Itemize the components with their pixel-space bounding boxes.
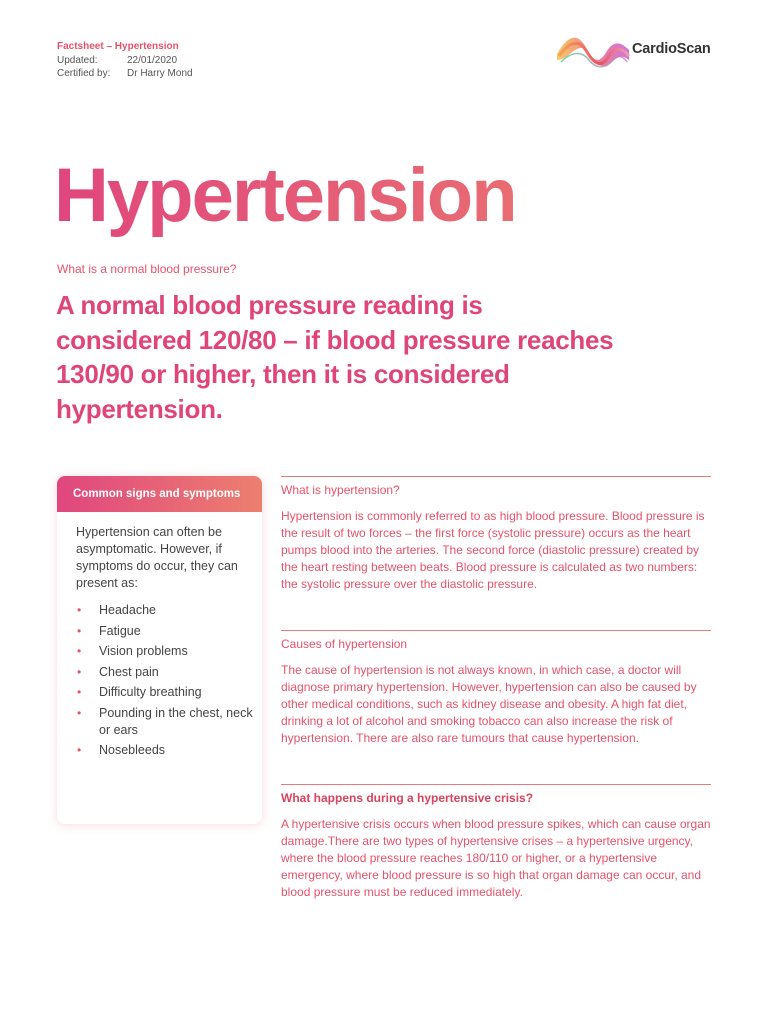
bullet-icon: • [77,664,82,679]
symptoms-list [57,602,262,759]
bullet-icon: • [77,705,82,720]
list-item: • Headache [77,603,156,617]
cardioscan-wave-icon [555,26,635,76]
section-causes [281,630,711,747]
section-heading: Causes of hypertension [281,637,408,651]
list-item: • Nosebleeds [77,743,166,757]
list-item: • Difficulty breathing [77,685,202,699]
updated-label: Updated: [57,54,98,66]
bullet-icon: • [77,603,82,617]
updated-row [57,54,193,68]
symptoms-card-heading: Common signs and symptoms [57,476,262,512]
section-body: The cause of hypertension is not always known, in which case, a doctor will diagnose primary hypertension. However, hypertension can also be caused by other medical conditions, such as kidney disease and obesity. A high fat diet, drinking a lot of alcohol and smoking tobacco can also increase the risk of hypertension. There are also rare tumours that cause hypertension. [281,663,697,745]
cardioscan-logo [555,26,715,76]
list-item: • Pounding in the chest, neck or ears [77,705,253,737]
symptoms-intro: Hypertension can often be asymptomatic. However, if symptoms do occur, they can present as: [76,525,238,590]
section-what-is-hypertension [281,476,711,593]
certified-label: Certified by: [57,68,111,79]
section-hypertensive-crisis [281,784,711,901]
list-item: • Chest pain [77,664,159,679]
bullet-icon: • [77,644,82,658]
section-body: A hypertensive crisis occurs when blood pressure spikes, which can cause organ damage.There are two types of hypertensive crises – a hypertensive urgency, where the blood pressure reaches 180/110 or higher, or a hypertensive emergency, where blood pressure is so high that organ damage can occur, and blood pressure must be reduced immediately. [281,817,711,899]
list-item: • Vision problems [77,644,188,658]
symptoms-card [57,476,262,824]
section-body: Hypertension is commonly referred to as high blood pressure. Blood pressure is the result of two forces – the first force (systolic pressure) occurs as the heart pumps blood into the arteries. The second force (diastolic pressure) created by the heart resting between beats. Blood pressure is calculated as two numbers: the systolic pressure over the diastolic pressure. [281,509,705,591]
certified-row [57,67,193,81]
certified-value: Dr Harry Mond [127,68,193,79]
brand-name: CardioScan [632,41,711,57]
lead-statement: A normal blood pressure reading is considered 120/80 – if blood pressure reaches 130/90 or higher, then it is considered hypertension. [56,290,614,424]
list-item: • Fatigue [77,623,141,638]
bullet-icon: • [77,623,82,638]
bullet-icon: • [77,685,82,699]
updated-value: 22/01/2020 [127,54,178,66]
page-title: Hypertension [54,150,516,242]
bullet-icon: • [77,743,82,757]
document-meta [57,40,193,81]
section-heading: What is hypertension? [281,483,400,497]
section-divider [281,630,711,631]
subheading-question: What is a normal blood pressure? [57,262,237,276]
section-divider [281,476,711,477]
section-divider [281,784,711,785]
section-heading: What happens during a hypertensive crisis? [281,791,534,805]
factsheet-tag: Factsheet – Hypertension [57,41,179,52]
